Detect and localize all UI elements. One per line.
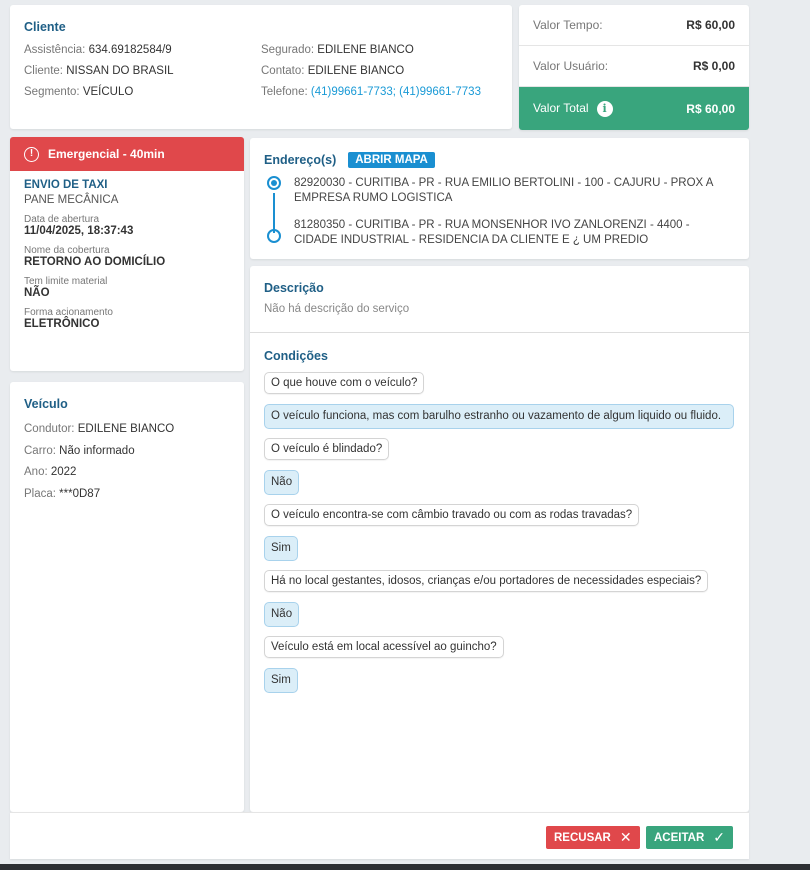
emergency-label: Emergencial - 40min — [48, 147, 165, 161]
condition-answer: Sim — [264, 668, 298, 693]
acionamento-value: ELETRÔNICO — [24, 318, 100, 330]
cliente-value: NISSAN DO BRASIL — [66, 65, 174, 77]
vehicle-title: Veículo — [24, 397, 68, 411]
description-text: Não há descrição do serviço — [264, 303, 410, 315]
abertura-value: 11/04/2025, 18:37:43 — [24, 225, 134, 237]
reject-button[interactable] — [546, 826, 640, 849]
segurado-label: Segurado: — [261, 44, 315, 56]
telefone-label: Telefone: — [261, 86, 308, 98]
description-title: Descrição — [264, 281, 324, 295]
valores-card — [519, 5, 749, 130]
client-card — [10, 5, 512, 129]
contato-value: EDILENE BIANCO — [307, 65, 405, 77]
route-line — [273, 193, 275, 233]
placa-value: ***0D87 — [59, 487, 101, 500]
condition-answer: Não — [264, 470, 299, 495]
address-title: Endereço(s) — [264, 153, 337, 167]
info-icon[interactable]: i — [597, 101, 613, 117]
condition-question: O que houve com o veículo? — [264, 372, 424, 394]
destination-text: 81280350 - CURITIBA - PR - RUA MONSENHOR IVO ZANLORENZI - 4400 - CIDADE INDUSTRIAL - RESIDENCIA DA CLIENTE E ¿ UM PREDIO — [294, 219, 690, 246]
cliente-label: Cliente: — [24, 65, 63, 77]
reject-label: RECUSAR — [554, 831, 611, 844]
valor-tempo-value: R$ 60,00 — [686, 18, 735, 32]
origin-marker-icon — [267, 176, 281, 190]
address-card — [250, 138, 749, 259]
close-icon: ✕ — [619, 829, 632, 845]
client-title: Cliente — [24, 20, 66, 34]
valor-total-label: Valor Total — [533, 100, 589, 115]
condition-answer: O veículo funciona, mas com barulho estranho ou vazamento de algum liquido ou fluido. — [264, 404, 734, 429]
condition-answer: Sim — [264, 536, 298, 561]
conditions-title: Condições — [264, 349, 328, 363]
service-reason: PANE MECÂNICA — [24, 194, 119, 206]
open-map-button[interactable]: ABRIR MAPA — [348, 152, 435, 168]
assistencia-value: 634.69182584/9 — [88, 44, 172, 56]
valor-usuario-value: R$ 0,00 — [692, 59, 735, 73]
check-icon: ✓ — [713, 829, 725, 845]
limite-label: Tem limite material — [24, 276, 108, 287]
alert-icon: ! — [24, 147, 39, 162]
valor-usuario-row — [519, 46, 749, 87]
abertura-label: Data de abertura — [24, 214, 100, 225]
condition-question: O veículo encontra-se com câmbio travado ou com as rodas travadas? — [264, 504, 639, 526]
address-destination — [264, 218, 735, 248]
valor-total-value: R$ 60,00 — [686, 101, 735, 116]
ano-value: 2022 — [50, 466, 77, 478]
acionamento-label: Forma acionamento — [24, 307, 113, 318]
segmento-label: Segmento: — [24, 86, 80, 98]
accept-label: ACEITAR — [654, 831, 705, 844]
condition-question: Veículo está em local acessível ao guincho? — [264, 636, 504, 658]
condition-question: O veículo é blindado? — [264, 438, 389, 460]
service-type: ENVIO DE TAXI — [24, 179, 108, 191]
accept-button[interactable] — [646, 826, 733, 849]
carro-label: Carro: — [24, 444, 56, 457]
valor-total-row — [519, 87, 749, 130]
telefone-link[interactable]: (41)99661-7733; (41)99661-7733 — [310, 86, 481, 98]
placa-label: Placa: — [24, 487, 56, 500]
valor-tempo-row — [519, 5, 749, 46]
cobertura-label: Nome da cobertura — [24, 245, 110, 256]
description-card — [250, 266, 749, 812]
condutor-value: EDILENE BIANCO — [77, 423, 175, 435]
limite-value: NÃO — [24, 287, 50, 299]
contato-label: Contato: — [261, 65, 305, 77]
segurado-value: EDILENE BIANCO — [317, 44, 414, 56]
origin-text: 82920030 - CURITIBA - PR - RUA EMILIO BERTOLINI - 100 - CAJURU - PROX A EMPRESA RUMO LOGISTICA — [294, 177, 713, 204]
carro-value: Não informado — [59, 444, 135, 457]
condition-answer: Não — [264, 602, 299, 627]
condutor-label: Condutor: — [24, 423, 75, 435]
emergency-banner — [10, 137, 244, 171]
assistencia-label: Assistência: — [24, 44, 86, 56]
address-origin — [264, 176, 735, 206]
service-details — [10, 171, 244, 371]
action-footer — [10, 812, 749, 859]
valor-tempo-label: Valor Tempo: — [533, 18, 603, 32]
bottom-bar — [0, 864, 810, 870]
ano-label: Ano: — [24, 466, 48, 478]
segmento-value: VEÍCULO — [82, 86, 134, 98]
condition-question: Há no local gestantes, idosos, crianças e/ou portadores de necessidades especiais? — [264, 570, 708, 592]
valor-usuario-label: Valor Usuário: — [533, 59, 609, 73]
vehicle-card — [10, 382, 244, 812]
cobertura-value: RETORNO AO DOMICÍLIO — [24, 256, 166, 268]
